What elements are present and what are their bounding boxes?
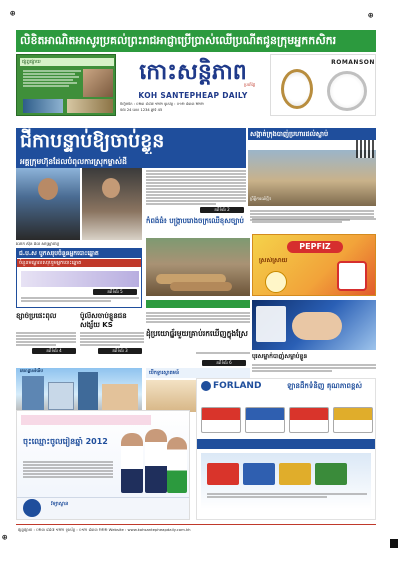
watch-ad-brand: ROMANSON: [331, 59, 375, 66]
masthead-title: កោះសន្តិភាព: [139, 60, 247, 85]
left-ad-bullets: [23, 70, 83, 87]
school-ad-body: [23, 461, 113, 478]
footer-bar: [16, 524, 376, 534]
top-banner-text: លិខិតអាណិតអាសូរប្រគល់ព្រះរាជអាជ្ញាប្រើប្រាស់ឈើប្រណីតជូនក្រុមអ្នកកសិករ: [20, 34, 337, 47]
footer-text: ផ្សព្វផ្សាយ : ០២៣ ៨៨៧ ១២២ ទូរស័ព្ទ : ០១២ ៨៣៣ ២២២ Website : www.kohsantepheapdaily.com.kh: [18, 527, 191, 532]
bottom-right-story-body: [252, 364, 376, 372]
lower-story-mid-title: ប៉ូលិសចាប់ខ្លួនជនសង្ស័យ KS: [80, 312, 127, 329]
student-icon-3: [167, 437, 187, 493]
person-head-left: [38, 178, 58, 200]
center-story-photo: [146, 238, 250, 296]
truck-icon-5: [207, 463, 239, 485]
truck-icon-7: [279, 463, 311, 485]
pepfiz-tagline: ស្រស់ស្រាយ: [259, 257, 288, 264]
forland-logo-icon: [201, 381, 211, 391]
forland-headline: ឡានដឹកទំនិញ គុណភាពខ្ពស់: [287, 382, 363, 390]
center-story-title-band: [146, 216, 250, 236]
truck-icon-1: [201, 407, 241, 433]
center-cont-button[interactable]: តពីទំព័រ 2: [200, 207, 244, 213]
pepfiz-pack-icon: [337, 261, 367, 291]
lower-story-right-body: [146, 312, 250, 323]
center-story-body: [146, 170, 246, 205]
realestate-caption: បើកទ្វារស្វាគមន៍: [146, 368, 250, 378]
left-ad: [16, 54, 116, 116]
lower-story-left-body: [16, 332, 76, 346]
left-photo-caption: លោក ស៊ុន ផល សាស្ត្រាចារ្យ: [16, 241, 60, 246]
registration-mark-top-left: ⊕: [10, 9, 16, 19]
lower-story-mid-body: [80, 332, 144, 346]
left-story-2-subtitle: ចំនួនមណ្ឌលសរុបរួមអ្នកបោះឆ្នោត: [17, 259, 141, 267]
left-ad-photo-3: [67, 99, 113, 113]
school-ad-header: [21, 415, 151, 425]
forland-contact: [207, 493, 367, 498]
building-icon-4: [102, 384, 138, 410]
lower-mid-cont-button[interactable]: តពីទំព័រ 3: [98, 348, 142, 354]
school-logo-icon: [23, 499, 41, 517]
product-box-icon: [256, 306, 286, 342]
masthead-edition-tag: ប្រចាំថ្ងៃ: [244, 82, 256, 87]
student-icon-1: [121, 433, 143, 493]
right-story-photo-caption: ព្រឹត្តិការណ៍ថ្មីៗ: [250, 196, 272, 201]
headline-main: ជីកាបន្ទាប់ឱ្យចាប់ខ្លួន: [20, 130, 165, 152]
left-story-2-title: ជ.ប.ស បូកសរុបចំនួនអ្នកបោះឆ្នោត: [17, 249, 141, 258]
lower-story-right-title-band: [146, 300, 250, 308]
school-ad-title: ចុះឈ្មោះចូលរៀនឆ្នាំ 2012: [23, 437, 108, 446]
hand-icon: [292, 312, 342, 340]
truck-icon-2: [245, 407, 285, 433]
left-story-2-body: [21, 297, 139, 302]
forland-banner: [197, 439, 375, 449]
masthead: [118, 54, 268, 116]
lower-story-left-title: ខ្សាច់ប្រផេះពុល: [16, 312, 57, 320]
pepfiz-tablet-icon: [265, 271, 287, 293]
lower-left-cont-button[interactable]: តពីទំព័រ 4: [32, 348, 76, 354]
left-story-2-photo: [21, 271, 139, 287]
building-icon-2: [48, 382, 74, 410]
logs-icon-2: [170, 282, 232, 291]
student-icon-2: [145, 429, 167, 493]
watch-icon-2: [327, 71, 367, 111]
left-ad-label: ផ្សព្វផ្សាយ: [22, 59, 41, 65]
lower-story-right-body-2: [196, 352, 250, 354]
person-photo-right: [82, 168, 142, 240]
truck-icon-3: [289, 407, 329, 433]
registration-mark-bottom-left: ⊕: [2, 533, 8, 543]
left-ad-photo-2: [23, 99, 63, 113]
left-ad-photo: [83, 69, 113, 97]
headline-sub-band: [16, 156, 246, 168]
corner-block: [390, 539, 398, 548]
right-mid-body: [252, 218, 376, 223]
right-story-photo: [248, 150, 376, 206]
top-banner: [16, 30, 376, 52]
watch-ad: [270, 54, 376, 116]
qr-code-icon: [356, 140, 374, 158]
right-mid-title: [252, 226, 376, 232]
person-head-right: [102, 178, 120, 198]
bottom-right-story-title: បុរសម្នាក់បាញ់សម្លាប់ខ្លួន: [252, 353, 308, 360]
truck-icon-4: [333, 407, 373, 433]
school-ad-brand: វិទ្យាស្ថាន: [51, 501, 69, 507]
right-story-title: សង្កាត់ក្រុងបាញ់ប្រហារដល់ស្លាប់: [248, 128, 376, 140]
pepfiz-brand: PEPFIZ: [287, 241, 343, 253]
lower-story-right-title: ដុំប្រយោធ្ន័រមួយគ្រាប់រកឃើញក្នុងស្រែ: [146, 329, 248, 338]
masthead-info-1: ចិញ្ចឹមទឹក : ០២៣ ៨៨៧ ១២២ ទូរស័ព្ទ : ០១២ ៨៣៣ ២២២: [120, 102, 204, 106]
forland-brand: FORLAND: [213, 381, 262, 391]
watch-icon-1: [281, 69, 313, 109]
person-photo-left: [16, 168, 80, 240]
realestate-ad: [16, 368, 142, 412]
building-icon-1: [22, 376, 44, 410]
truck-icon-8: [315, 463, 347, 485]
truck-icon-6: [243, 463, 275, 485]
registration-mark-top-right: ⊕: [368, 11, 374, 21]
left-story-2-box: [16, 248, 142, 308]
center-story-title: កំពង់ធំ៖ បង្ក្រាបរោងចក្រឈើខុសច្បាប់: [146, 217, 244, 225]
building-icon-3: [78, 372, 98, 410]
realestate-title: គេហដ្ឋានទំនើប: [20, 368, 43, 373]
masthead-subtitle: KOH SANTEPHEAP DAILY: [138, 91, 248, 100]
left-story-2-cont-button[interactable]: តពីទំព័រ 5: [93, 289, 137, 295]
lower-right-cont-button[interactable]: តពីទំព័រ 6: [202, 360, 246, 366]
right-product-ad: [252, 300, 376, 350]
forland-ad: [196, 378, 376, 520]
headline-sub: អគ្គក្រុមហ៊ុនដែលបំពុលការស្រុកម្ចាស់ដី: [20, 157, 127, 166]
masthead-info-2: ទំព័រ 24 លេខ 1234 ឆ្នាំទី 45: [120, 108, 163, 112]
pepfiz-ad: [252, 234, 376, 296]
school-ad: [16, 410, 190, 520]
